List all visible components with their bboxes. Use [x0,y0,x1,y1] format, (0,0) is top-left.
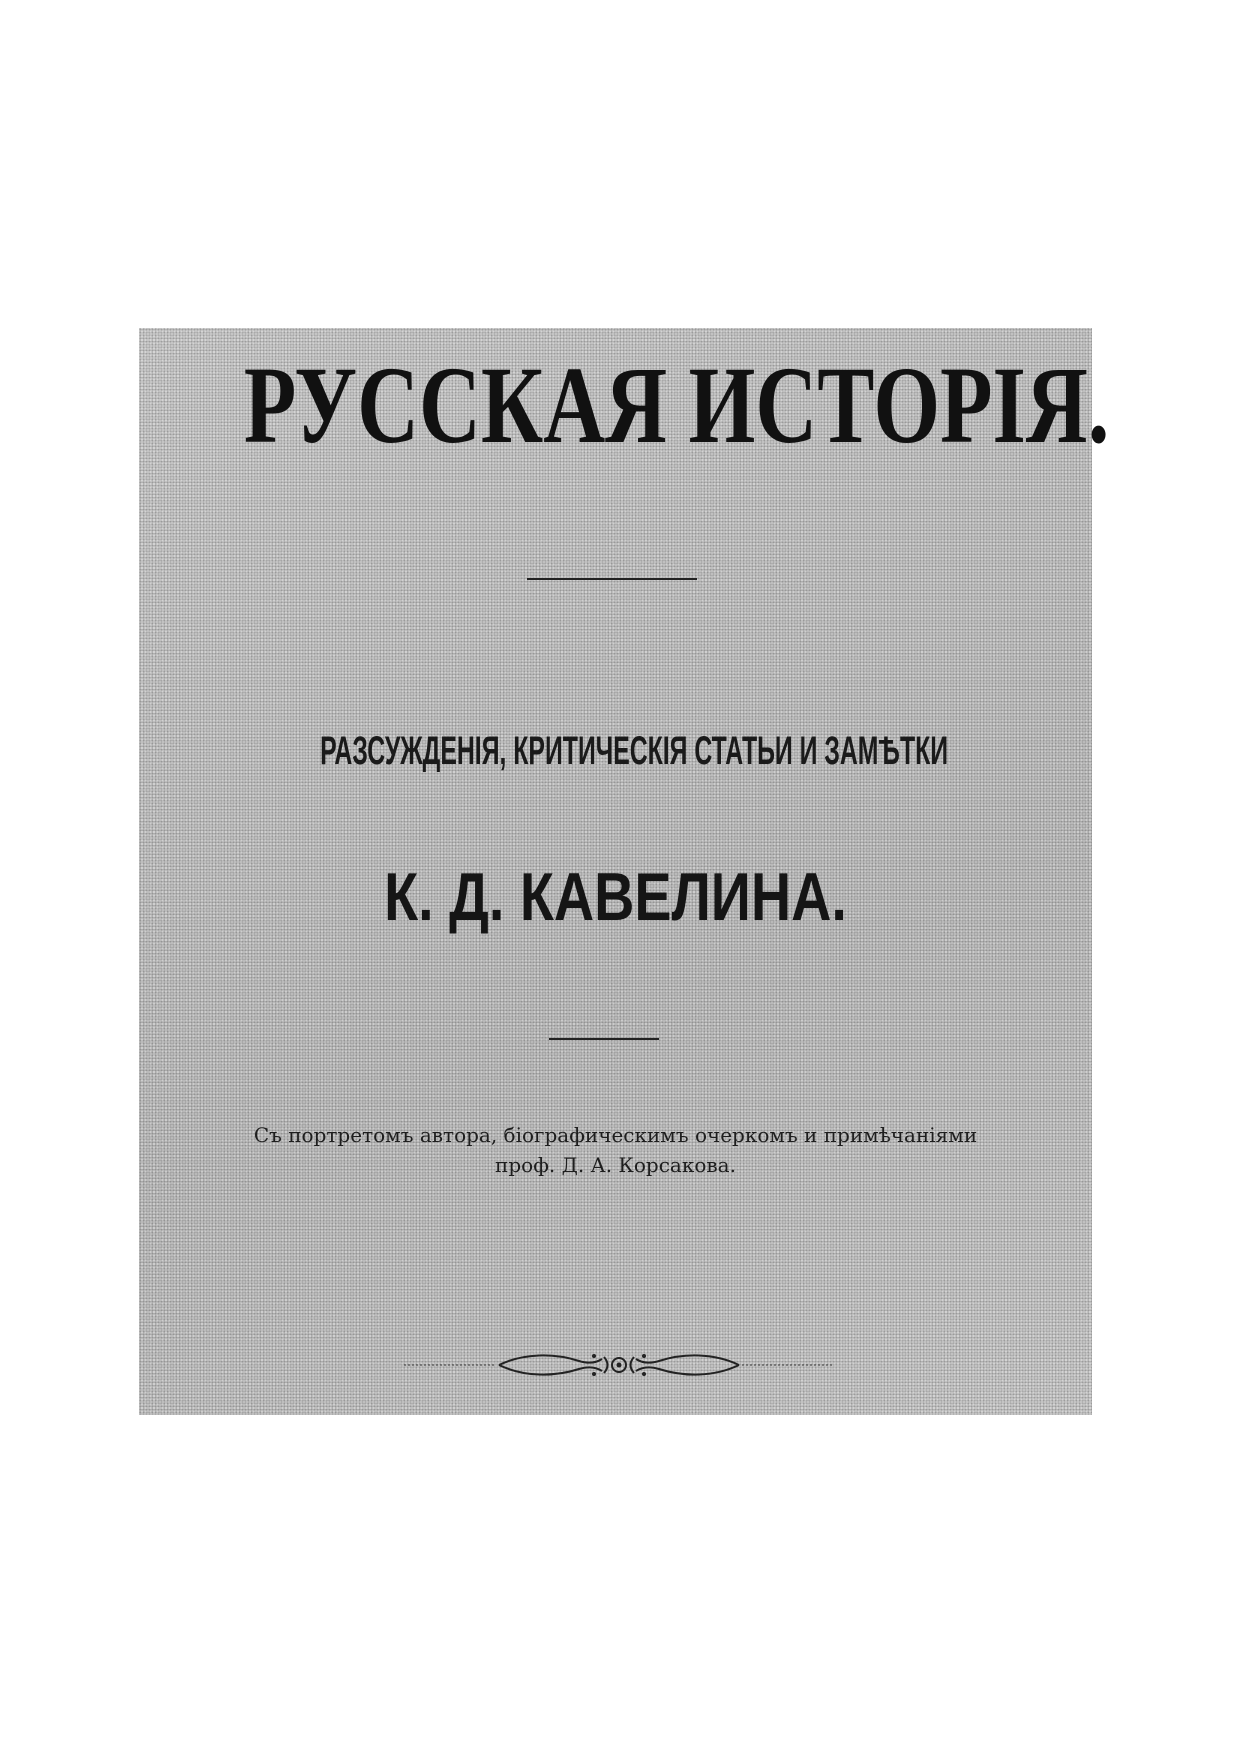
editor-line: проф. Д. А. Корсакова. [495,1153,736,1177]
author-name: К. Д. КАВЕЛИНА. [384,859,847,935]
ornament-icon [404,1345,834,1385]
book-title: РУССКАЯ ИСТОРІЯ. [243,344,1110,466]
edition-note-line: Съ портретомъ автора, біографическимъ очеркомъ и примѣчаніями [253,1123,978,1147]
divider-rule [549,1038,659,1040]
divider-rule [527,578,697,580]
book-subtitle: РАЗСУЖДЕНІЯ, КРИТИЧЕСКІЯ СТАТЬИ И ЗАМѢТКИ [320,729,949,773]
title-plate [139,328,1110,1415]
